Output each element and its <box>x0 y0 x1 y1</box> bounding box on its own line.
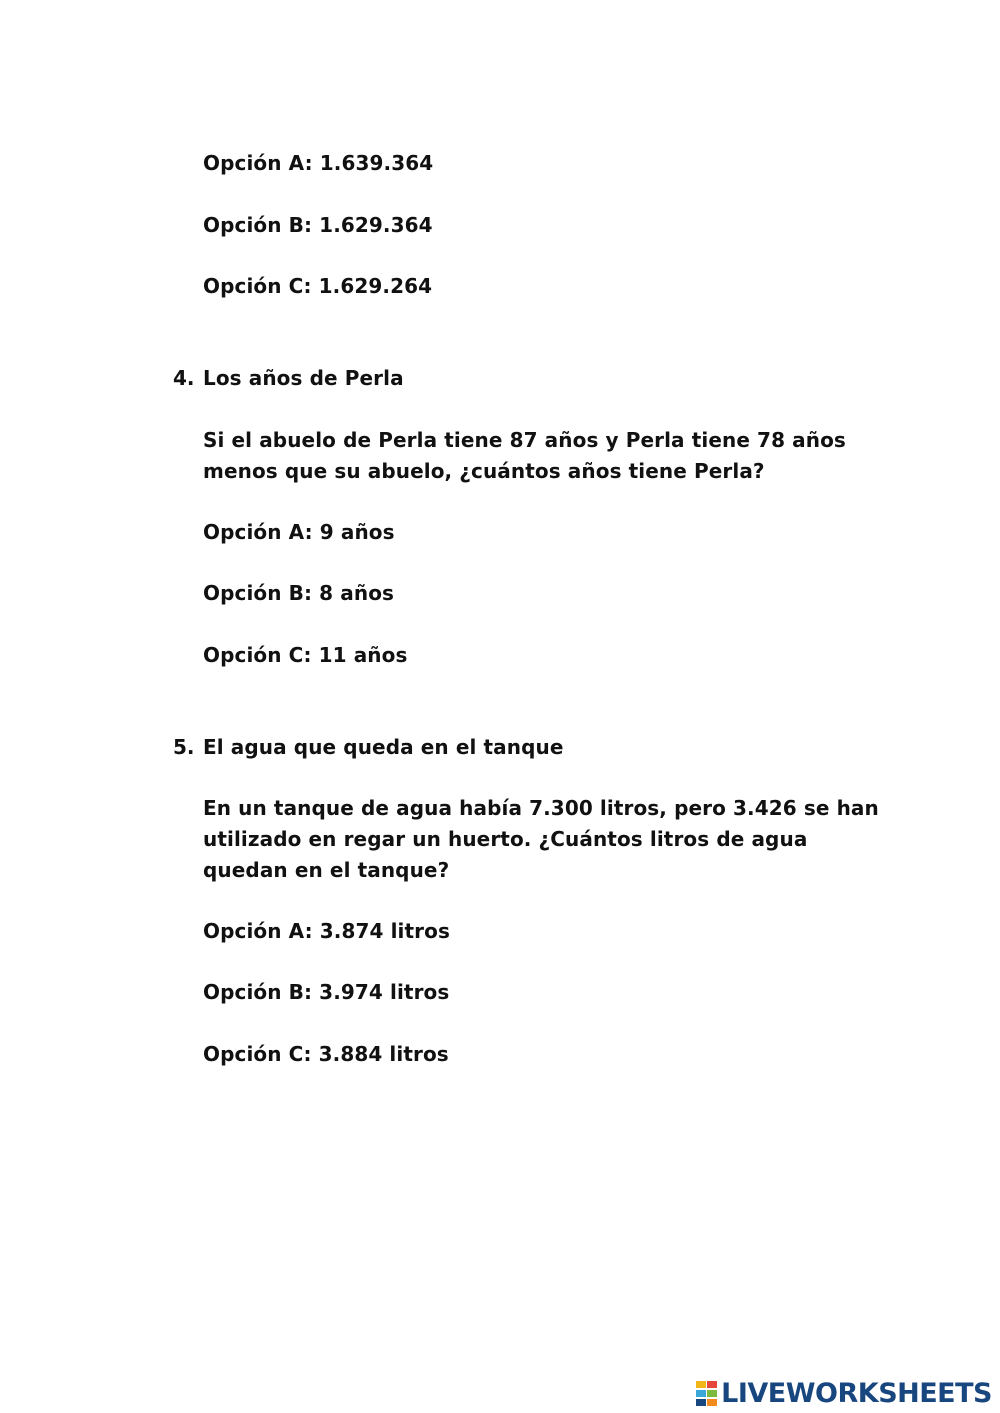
q5-option-b: Opción B: 3.974 litros <box>203 980 450 1004</box>
liveworksheets-brand-text: LIVEWORKSHEETS <box>721 1378 992 1409</box>
q5-title: El agua que queda en el tanque <box>203 735 564 759</box>
q5-question-line-3: quedan en el tanque? <box>203 858 450 882</box>
liveworksheets-logo-icon <box>696 1381 718 1407</box>
q4-option-b: Opción B: 8 años <box>203 581 395 605</box>
q3-option-c: Opción C: 1.629.264 <box>203 274 433 298</box>
q3-option-b: Opción B: 1.629.364 <box>203 213 433 237</box>
q3-option-a: Opción A: 1.639.364 <box>203 151 434 175</box>
q5-option-a: Opción A: 3.874 litros <box>203 919 450 943</box>
q5-option-c: Opción C: 3.884 litros <box>203 1042 449 1066</box>
q5-number: 5. <box>173 735 195 759</box>
q4-number: 4. <box>173 366 195 390</box>
q4-option-c: Opción C: 11 años <box>203 643 408 667</box>
liveworksheets-logo <box>696 1376 992 1412</box>
q4-title: Los años de Perla <box>203 366 404 390</box>
q5-question-line-2: utilizado en regar un huerto. ¿Cuántos litros de agua <box>203 827 808 851</box>
q5-question-line-1: En un tanque de agua había 7.300 litros, pero 3.426 se han <box>203 796 879 820</box>
q4-option-a: Opción A: 9 años <box>203 520 395 544</box>
q4-question-line-2: menos que su abuelo, ¿cuántos años tiene Perla? <box>203 459 765 483</box>
q4-question-line-1: Si el abuelo de Perla tiene 87 años y Perla tiene 78 años <box>203 428 846 452</box>
